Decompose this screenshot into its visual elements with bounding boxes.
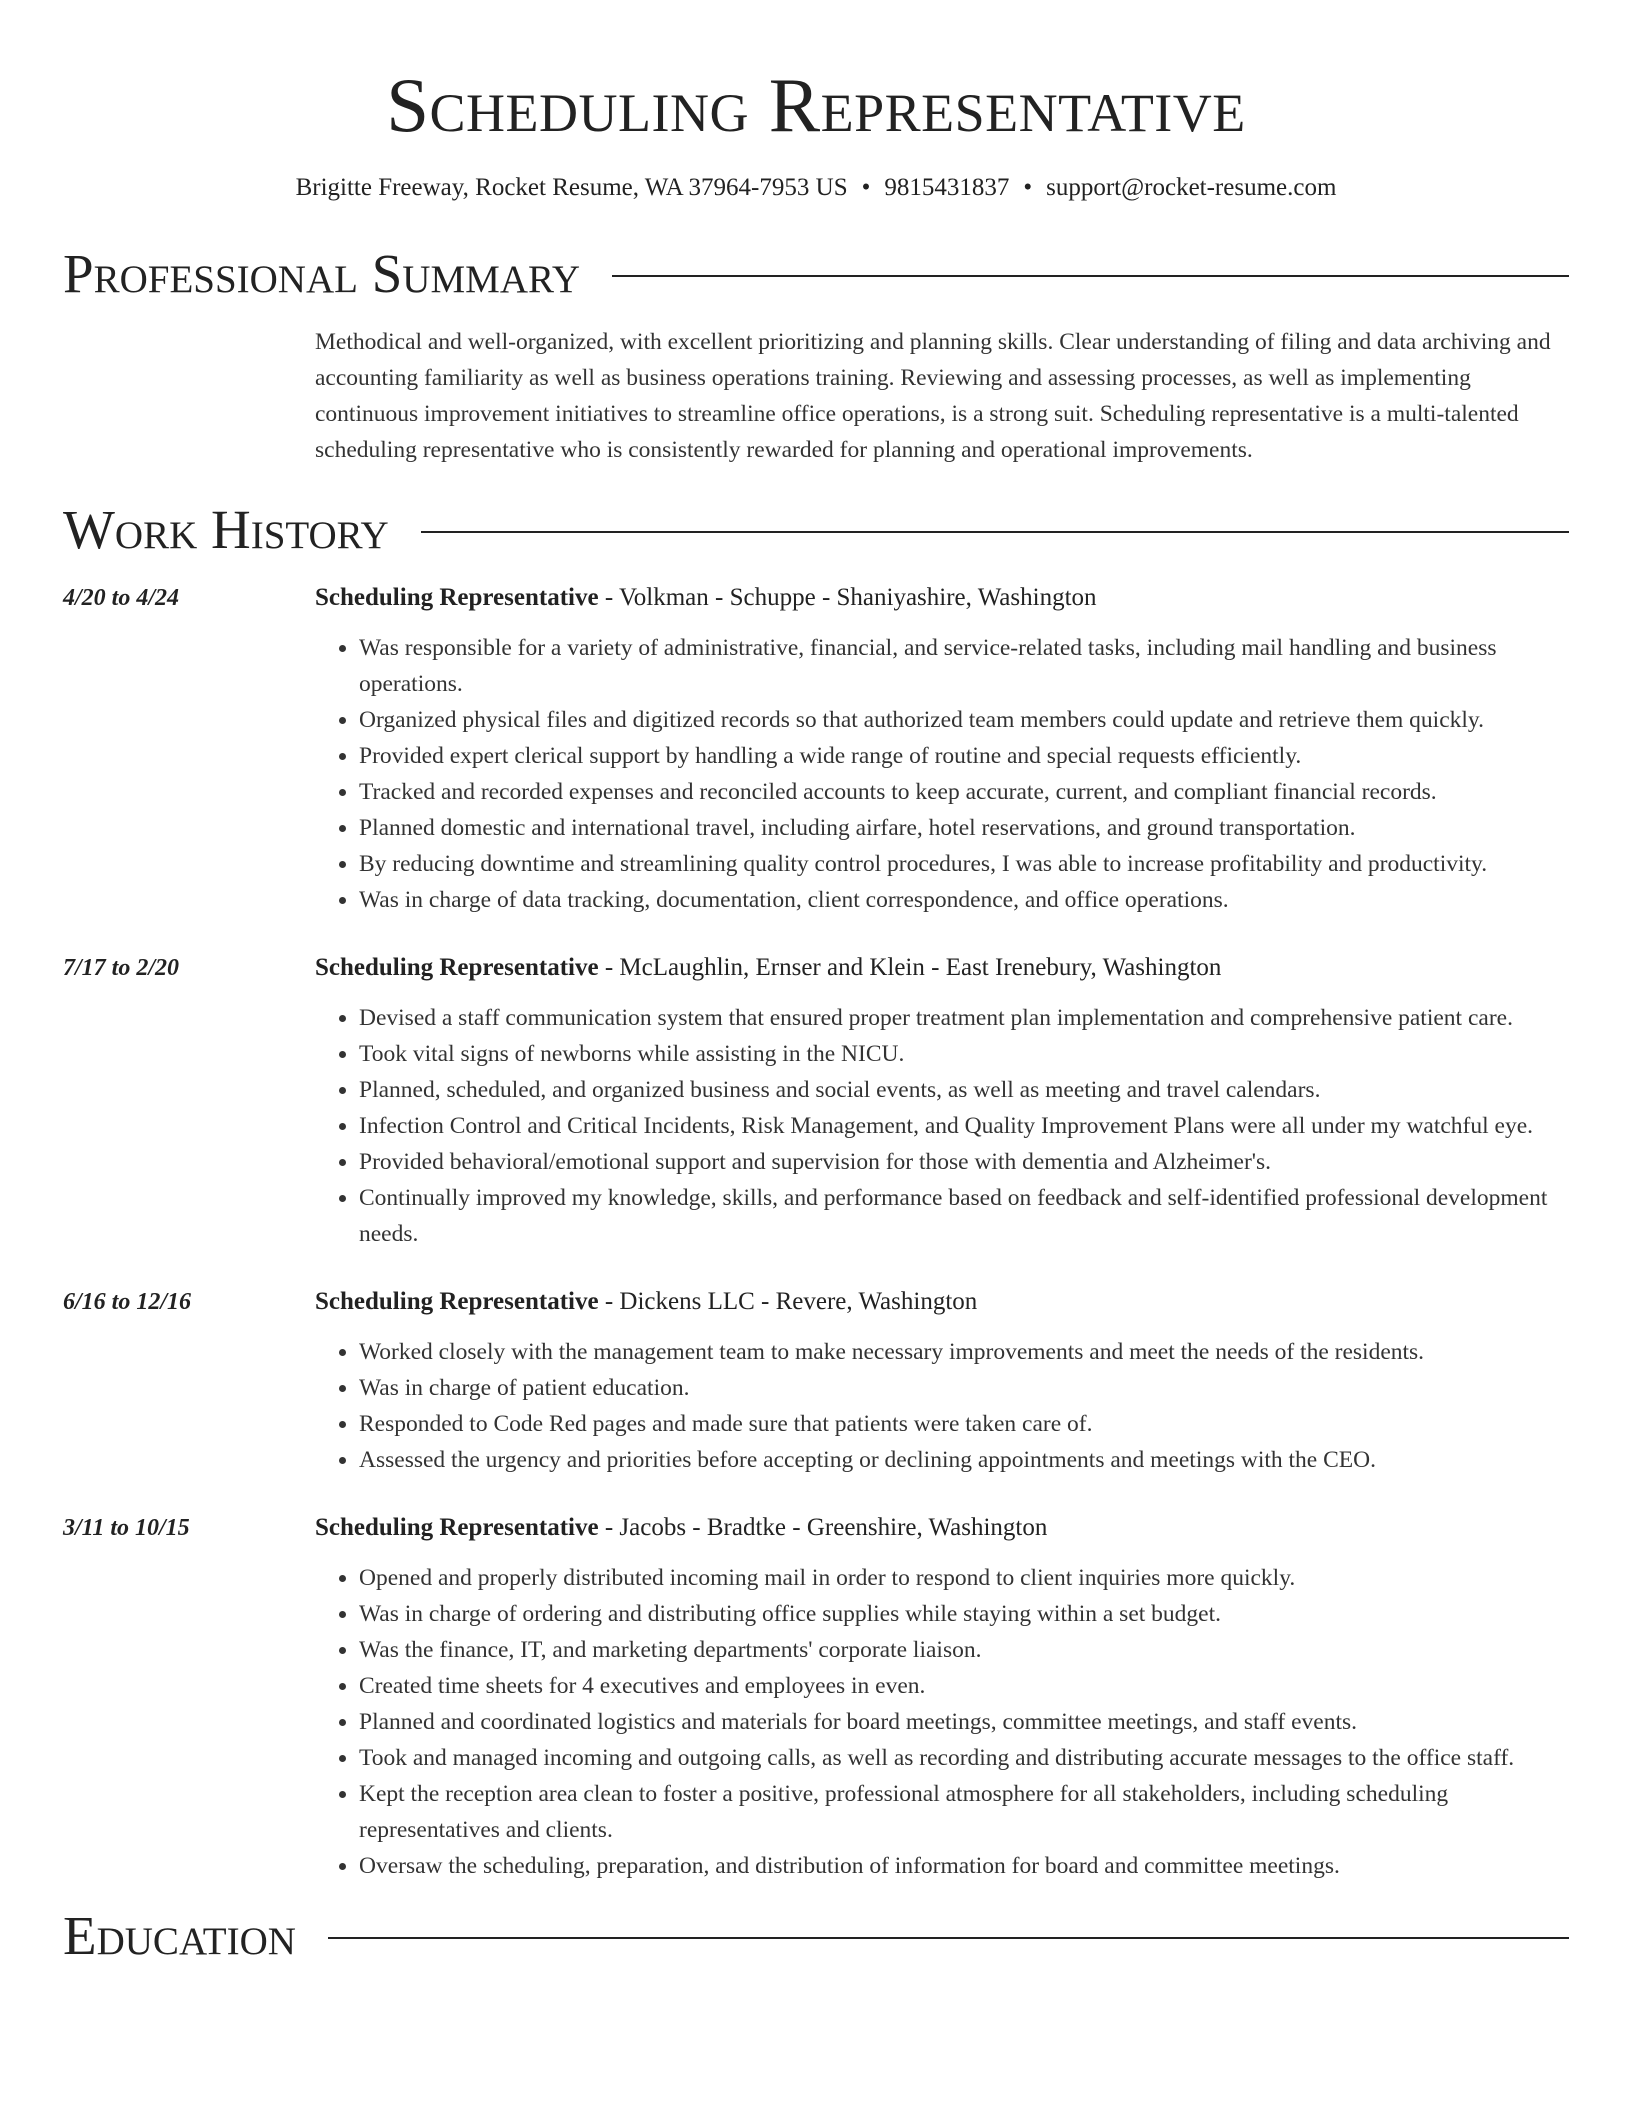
job-bullet: • Responded to Code Red pages and made sure that patients were taken care of. <box>359 1406 1569 1442</box>
job-details <box>315 1284 1569 1478</box>
job-details <box>315 1510 1569 1884</box>
job-entry <box>63 1510 1569 1884</box>
job-bullet: • Continually improved my knowledge, skills, and performance based on feedback and self-identified professional development needs. <box>359 1180 1569 1252</box>
section-work-history <box>63 498 1569 562</box>
job-bullet: • Provided expert clerical support by handling a wide range of routine and special requests efficiently. <box>359 738 1569 774</box>
section-heading: Education <box>63 1905 296 1966</box>
section-divider <box>328 1937 1569 1939</box>
section-heading: Work History <box>63 499 389 560</box>
section-professional-summary <box>63 242 1569 306</box>
job-entry <box>63 1284 1569 1478</box>
job-bullet: • Took vital signs of newborns while assisting in the NICU. <box>359 1036 1569 1072</box>
job-bullets <box>315 1000 1569 1252</box>
job-bullets <box>315 1334 1569 1478</box>
job-bullet: • Worked closely with the management team to make necessary improvements and meet the needs of the residents. <box>359 1334 1569 1370</box>
job-bullet: • Planned, scheduled, and organized business and social events, as well as meeting and travel calendars. <box>359 1072 1569 1108</box>
job-bullet: • Was the finance, IT, and marketing departments' corporate liaison. <box>359 1632 1569 1668</box>
job-entry <box>63 580 1569 918</box>
summary-text: Methodical and well-organized, with excellent prioritizing and planning skills. Clear understanding of filing and data archiving and accounting familiarity as well as business operations training. Reviewing and assessing processes, as well as implementing continuous improvement initiatives to streamline office operations, is a strong suit. Scheduling representative is a multi-talented scheduling representative who is consistently rewarded for planning and operational improvements. <box>315 329 1551 463</box>
job-bullet: • Was in charge of data tracking, documentation, client correspondence, and office operations. <box>359 882 1569 918</box>
job-bullet: • Infection Control and Critical Incidents, Risk Management, and Quality Improvement Plans were all under my watchful eye. <box>359 1108 1569 1144</box>
job-bullet: • Oversaw the scheduling, preparation, and distribution of information for board and committee meetings. <box>359 1848 1569 1884</box>
contact-email: support@rocket-resume.com <box>1046 174 1337 201</box>
job-bullets <box>315 1560 1569 1884</box>
job-employer: - Volkman - Schuppe - Shaniyashire, Washington <box>598 584 1097 611</box>
job-bullet: • Planned and coordinated logistics and materials for board meetings, committee meetings, and staff events. <box>359 1704 1569 1740</box>
job-bullet: • Devised a staff communication system that ensured proper treatment plan implementation and comprehensive patient care. <box>359 1000 1569 1036</box>
job-bullet: • Was in charge of patient education. <box>359 1370 1569 1406</box>
job-details <box>315 580 1569 918</box>
contact-phone: 9815431837 <box>884 174 1010 201</box>
job-employer: - Jacobs - Bradtke - Greenshire, Washington <box>598 1514 1048 1541</box>
job-dates: 7/17 to 2/20 <box>63 955 180 981</box>
job-bullet: • By reducing downtime and streamlining quality control procedures, I was able to increase profitability and productivity. <box>359 846 1569 882</box>
job-details <box>315 950 1569 1252</box>
resume-title: Scheduling Representative <box>386 62 1246 148</box>
job-bullet: • Organized physical files and digitized records so that authorized team members could update and retrieve them quickly. <box>359 702 1569 738</box>
job-bullet: • Created time sheets for 4 executives and employees in even. <box>359 1668 1569 1704</box>
job-entry <box>63 950 1569 1252</box>
job-bullet: • Tracked and recorded expenses and reconciled accounts to keep accurate, current, and compliant financial records. <box>359 774 1569 810</box>
section-heading: Professional Summary <box>63 243 581 304</box>
job-bullet: • Assessed the urgency and priorities before accepting or declining appointments and meetings with the CEO. <box>359 1442 1569 1478</box>
job-title-line <box>315 580 1569 616</box>
section-education <box>63 1904 1569 1968</box>
job-bullets <box>315 630 1569 918</box>
job-bullet: • Was in charge of ordering and distributing office supplies while staying within a set budget. <box>359 1596 1569 1632</box>
job-title-line <box>315 950 1569 986</box>
job-employer: - McLaughlin, Ernser and Klein - East Irenebury, Washington <box>598 954 1222 981</box>
job-title: Scheduling Representative <box>315 584 599 611</box>
job-title: Scheduling Representative <box>315 1288 599 1315</box>
contact-address: Brigitte Freeway, Rocket Resume, WA 37964-7953 US <box>295 174 848 201</box>
job-bullet: • Provided behavioral/emotional support and supervision for those with dementia and Alzheimer's. <box>359 1144 1569 1180</box>
job-title-line <box>315 1510 1569 1546</box>
section-divider <box>612 275 1569 277</box>
section-divider <box>421 531 1569 533</box>
job-list <box>0 580 1632 1884</box>
job-bullet: • Opened and properly distributed incoming mail in order to respond to client inquiries more quickly. <box>359 1560 1569 1596</box>
contact-separator: • <box>861 174 871 201</box>
job-bullet: • Was responsible for a variety of administrative, financial, and service-related tasks, including mail handling and business operations. <box>359 630 1569 702</box>
job-title: Scheduling Representative <box>315 1514 599 1541</box>
contact-line <box>0 173 1632 203</box>
job-title-line <box>315 1284 1569 1320</box>
job-bullet: • Kept the reception area clean to foster a positive, professional atmosphere for all stakeholders, including scheduling representatives and clients. <box>359 1776 1569 1848</box>
job-title: Scheduling Representative <box>315 954 599 981</box>
job-dates: 6/16 to 12/16 <box>63 1289 192 1315</box>
job-dates: 3/11 to 10/15 <box>63 1515 190 1541</box>
job-bullet: • Took and managed incoming and outgoing calls, as well as recording and distributing accurate messages to the office staff. <box>359 1740 1569 1776</box>
job-employer: - Dickens LLC - Revere, Washington <box>598 1288 978 1315</box>
contact-separator: • <box>1023 174 1033 201</box>
job-dates: 4/20 to 4/24 <box>63 585 180 611</box>
job-bullet: • Planned domestic and international travel, including airfare, hotel reservations, and ground transportation. <box>359 810 1569 846</box>
